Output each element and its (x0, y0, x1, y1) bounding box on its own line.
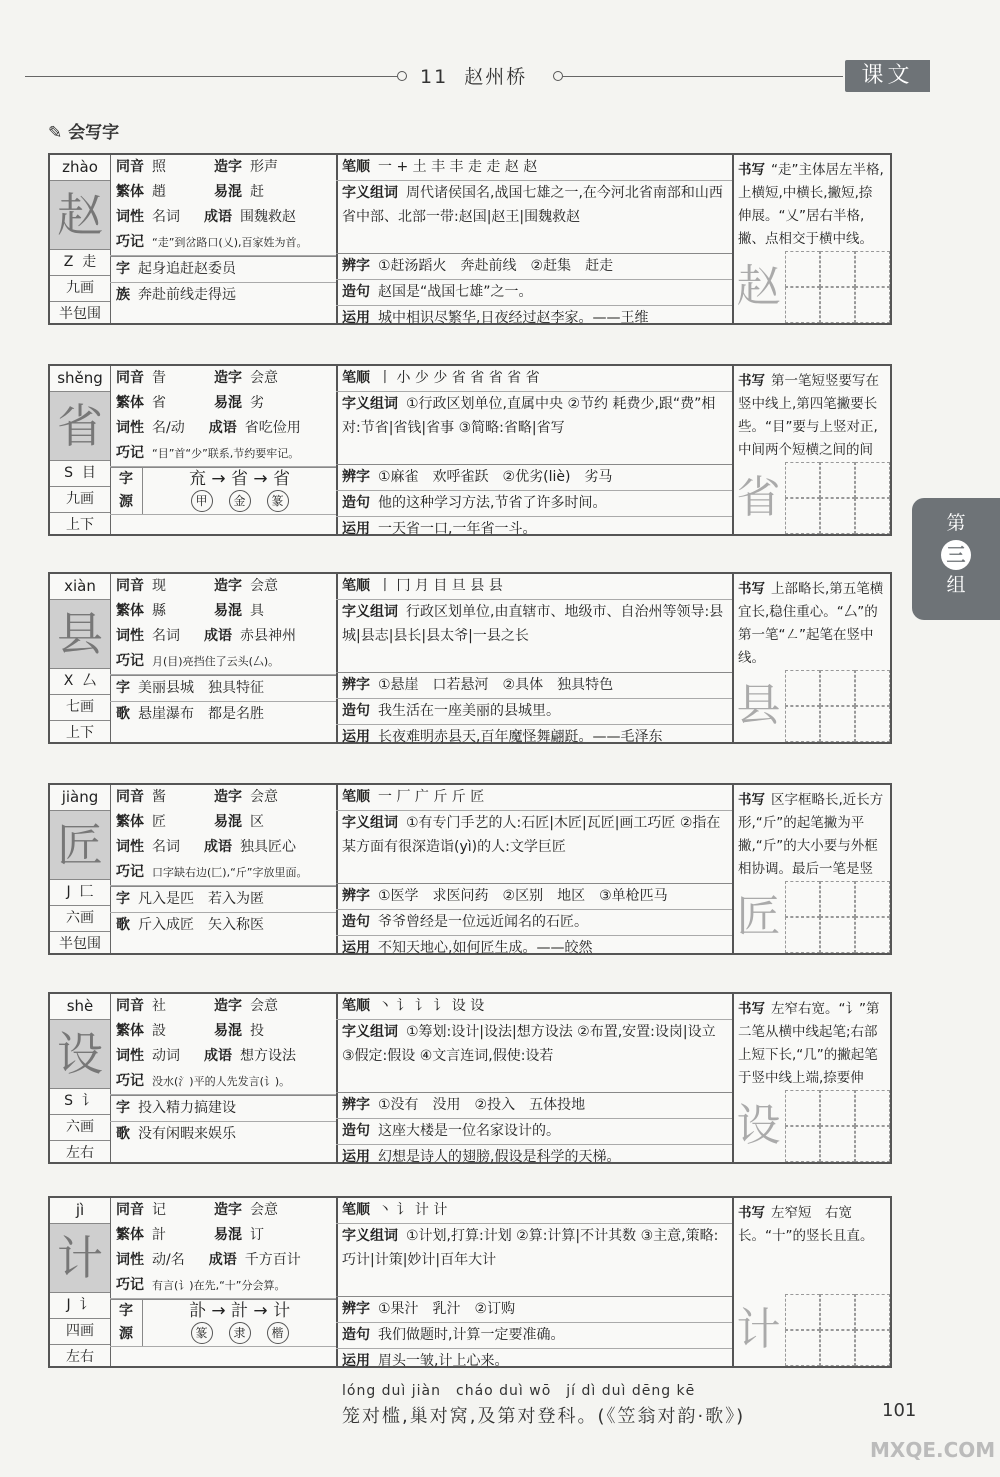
practice-cell[interactable] (820, 1330, 855, 1366)
traditional-row: 繁体 計 易混 订 (116, 1227, 264, 1243)
model-character: 设 (50, 1020, 110, 1089)
usage-row: 运用 眉头一皱,计上心来。 (342, 1353, 509, 1369)
verse-row-1: 字 凡入是匹 若入为匿 (110, 886, 336, 913)
char-card-4 (48, 783, 892, 955)
mnemonic-row: 巧记 有言(讠)在先,“十”分会算。 (110, 1273, 336, 1299)
char-card-5 (48, 992, 892, 1164)
homophone-row: 同音 记 造字 会意 (116, 1202, 278, 1218)
stroke-count: 六画 (50, 906, 110, 932)
char-usage-column (336, 155, 734, 326)
stroke-order-row: 笔顺 一 厂 广 斤 斤 匠 (336, 785, 732, 811)
evolution-glyph: 㐬 (188, 469, 206, 489)
pinyin: jì (50, 1198, 110, 1224)
initial-radical: S 目 (50, 461, 110, 487)
practice-cell[interactable] (785, 881, 820, 917)
stroke-order-row: 笔顺 丶 讠 讠 讠 设 设 (336, 994, 732, 1020)
section-title: ✎ 会写字 (48, 123, 120, 143)
trace-character: 县 (736, 680, 781, 731)
lesson-header (25, 62, 865, 88)
char-usage-column (336, 1198, 734, 1369)
pinyin: shěng (50, 366, 110, 392)
practice-cell[interactable] (785, 251, 820, 287)
verse-row-2: 族 奔赴前线走得远 (116, 287, 236, 303)
model-character: 县 (50, 600, 110, 669)
practice-cell[interactable] (820, 706, 855, 742)
meaning-row: 字义组词 ①有专门手艺的人:石匠|木匠|瓦匠|画工巧匠 ②指在某方面有很深造诣(yì)的人:文学巨匠 (336, 811, 732, 884)
script-seal: 篆 (267, 490, 289, 512)
homophone-row: 同音 酱 造字 会意 (116, 789, 278, 805)
practice-cell[interactable] (820, 1126, 855, 1162)
writing-tip: 书写 上部略长,第五笔横宜长,稳住重心。“厶”的第一笔“㇜”起笔在竖中线。 (738, 581, 884, 666)
model-character: 省 (50, 392, 110, 461)
char-left-column (50, 574, 111, 742)
mnemonic-row: 巧记 “走”到岔路口(乂),百家姓为首。 (110, 230, 336, 256)
writing-tip: 书写 区字框略长,近长方形,“斤”的起笔撇为平撇,“斤”的大小要与外框相协调。最后一笔是竖 (738, 792, 884, 877)
char-usage-column (336, 785, 734, 956)
mnemonic-row: 巧记 口字缺右边(匚),“斤”字放里面。 (110, 860, 336, 886)
trace-character: 计 (736, 1304, 781, 1355)
practice-cell[interactable] (820, 917, 855, 953)
model-character: 赵 (50, 181, 110, 250)
char-card-3 (48, 572, 892, 744)
writing-tip: 书写 第一笔短竖要写在竖中线上,第四笔撇要长些。“目”要与上竖对正,中间两个短横之间的间 (738, 373, 879, 458)
script-seal: 楷 (267, 1322, 289, 1344)
practice-cell[interactable] (785, 670, 820, 706)
meaning-row: 字义组词 行政区划单位,由直辖市、地级市、自治州等领导:县城|县志|县长|县太爷|一县之长 (336, 600, 732, 673)
practice-cell[interactable] (820, 670, 855, 706)
section-badge: 课文 (845, 60, 930, 92)
practice-grid (732, 462, 890, 534)
stroke-order-row: 笔顺 丨 冂 月 目 旦 县 县 (336, 574, 732, 600)
traditional-row: 繁体 匠 易混 区 (116, 814, 264, 830)
verse-row-2: 歌 悬崖瀑布 都是名胜 (116, 706, 264, 722)
evolution-glyph: → (253, 469, 268, 489)
distinguish-row: 辨字 ①医学 求医问药 ②区别 地区 ③单枪匹马 (336, 884, 732, 910)
verse-row-1: 字 投入精力搞建设 (110, 1095, 336, 1122)
writing-tip: 书写 左窄右宽。“讠”第二笔从横中线起笔;右部上短下长,“几”的撇起笔于竖中线上端,捺要伸 (738, 1001, 880, 1086)
practice-cell[interactable] (785, 1330, 820, 1366)
char-usage-column (336, 574, 734, 745)
stroke-order-row: 笔顺 一 + 土 丰 丰 走 走 赵 赵 (336, 155, 732, 181)
footer-verse: 笼对槛,巢对窝,及第对登科。(《笠翁对韵·歌》) (342, 1406, 746, 1427)
pinyin: shè (50, 994, 110, 1020)
sentence-row: 造句 我生活在一座美丽的县城里。 (336, 699, 732, 725)
verse-row-1: 字 美丽县城 独具特征 (110, 675, 336, 702)
mnemonic-row: 巧记 “目”首“少”联系,节约要牢记。 (110, 441, 336, 467)
trace-character: 省 (736, 472, 781, 523)
practice-cell[interactable] (785, 287, 820, 323)
char-left-column (50, 366, 111, 534)
writing-column (732, 994, 890, 1162)
distinguish-row: 辨字 ①悬崖 口若悬河 ②具体 独具特色 (336, 673, 732, 699)
structure: 半包围 (59, 306, 101, 322)
initial-radical: S 讠 (50, 1089, 110, 1115)
writing-tip: 书写 左窄短 右宽长。“十”的竖长且直。 (738, 1205, 874, 1244)
verse-row-2: 歌 没有闲暇来娱乐 (116, 1126, 236, 1142)
char-info-column (110, 574, 338, 742)
pinyin: xiàn (50, 574, 110, 600)
distinguish-row: 辨字 ①没有 没用 ②投入 五体投地 (336, 1093, 732, 1119)
char-info-column (110, 785, 338, 953)
practice-cell[interactable] (820, 498, 855, 534)
usage-row: 运用 城中相识尽繁华,日夜经过赵李家。——王维 (342, 310, 649, 326)
usage-row: 运用 一天省一口,一年省一斗。 (342, 521, 537, 537)
trace-character: 匠 (736, 891, 781, 942)
trace-character: 赵 (736, 261, 781, 312)
practice-grid (732, 670, 890, 742)
practice-grid (732, 881, 890, 953)
writing-tip: 书写 “走”主体居左半格,上横短,中横长,撇短,捺伸展。“乂”居右半格,撇、点相交于横中线。 (738, 162, 884, 247)
char-left-column (50, 155, 111, 323)
char-info-column (110, 155, 338, 323)
homophone-row: 同音 眚 造字 会意 (116, 370, 278, 386)
pos-row: 词性 动词 成语 想方设法 (116, 1048, 296, 1064)
homophone-row: 同音 照 造字 形声 (116, 159, 278, 175)
char-usage-column (336, 994, 734, 1165)
header-rule-left (25, 76, 397, 77)
practice-grid (732, 251, 890, 323)
evolution-glyph: 訃 (188, 1301, 206, 1321)
evolution-glyph: → (211, 1301, 226, 1321)
watermark: MXQE.COM (870, 1438, 996, 1462)
script-seal: 篆 (191, 1322, 213, 1344)
writing-column (732, 1198, 890, 1366)
script-seal: 甲 (191, 490, 213, 512)
footer-pinyin: lóng duì jiàn cháo duì wō jí dì duì dēng kē (342, 1383, 696, 1399)
practice-cell[interactable] (820, 881, 855, 917)
distinguish-row: 辨字 ①麻雀 欢呼雀跃 ②优劣(liè) 劣马 (336, 465, 732, 491)
pos-row: 词性 动/名 成语 千方百计 (116, 1252, 301, 1268)
evolution-glyph: 省 (231, 469, 248, 489)
sentence-row: 造句 爷爷曾经是一位远近闻名的石匠。 (336, 910, 732, 936)
practice-cell[interactable] (855, 917, 890, 953)
char-left-column (50, 1198, 111, 1366)
script-seal: 金 (229, 490, 251, 512)
script-seal: 隶 (229, 1322, 251, 1344)
pos-row: 词性 名/动 成语 省吃俭用 (116, 420, 301, 436)
practice-cell[interactable] (785, 1090, 820, 1126)
evolution-row: 字 源 訃 → 計 → 计 篆 隶 楷 (110, 1299, 336, 1347)
homophone-row: 同音 社 造字 会意 (116, 998, 278, 1014)
practice-grid (732, 1090, 890, 1162)
char-left-column (50, 994, 111, 1162)
practice-cell[interactable] (855, 498, 890, 534)
initial-radical: J 匚 (50, 880, 110, 906)
usage-row: 运用 不知天地心,如何匠生成。——皎然 (342, 940, 593, 956)
practice-cell[interactable] (855, 1330, 890, 1366)
structure: 左右 (66, 1145, 94, 1161)
writing-column (732, 785, 890, 953)
stroke-count: 七画 (50, 695, 110, 721)
model-character: 匠 (50, 811, 110, 880)
char-usage-column (336, 366, 734, 537)
writing-column (732, 155, 890, 323)
char-card-6 (48, 1196, 892, 1368)
practice-cell[interactable] (820, 1294, 855, 1330)
pos-row: 词性 名词 成语 独具匠心 (116, 839, 296, 855)
stroke-count: 四画 (50, 1319, 110, 1345)
writing-column (732, 366, 890, 534)
header-rule-right (563, 76, 843, 77)
evolution-row: 字 源 㐬 → 省 → 省 甲 金 篆 (110, 467, 336, 515)
distinguish-row: 辨字 ①赶汤蹈火 奔赴前线 ②赶集 赶走 (336, 254, 732, 280)
meaning-row: 字义组词 ①筹划:设计|设法|想方设法 ②布置,安置:设岗|设立 ③假定:假设 ④文言连词,假使:设若 (336, 1020, 732, 1093)
header-dot-right (553, 71, 563, 81)
practice-cell[interactable] (855, 670, 890, 706)
model-character: 计 (50, 1224, 110, 1293)
sentence-row: 造句 赵国是“战国七雄”之一。 (336, 280, 732, 306)
verse-row-1: 字 起身追赶赵委员 (110, 256, 336, 283)
unit-side-tab: 第 三 组 (912, 498, 1000, 620)
traditional-row: 繁体 縣 易混 具 (116, 603, 264, 619)
mnemonic-row: 巧记 没水(氵)平的人先发言(讠)。 (110, 1069, 336, 1095)
practice-cell[interactable] (820, 251, 855, 287)
practice-grid (732, 1294, 890, 1366)
traditional-row: 繁体 設 易混 投 (116, 1023, 264, 1039)
stroke-order-row: 笔顺 丨 小 少 少 省 省 省 省 省 (336, 366, 732, 392)
char-card-1 (48, 153, 892, 325)
structure: 上下 (66, 725, 94, 741)
trace-character: 设 (736, 1100, 781, 1151)
stroke-count: 九画 (50, 487, 110, 513)
mnemonic-row: 巧记 月(目)亮挡住了云头(厶)。 (110, 649, 336, 675)
meaning-row: 字义组词 周代诸侯国名,战国七雄之一,在今河北省南部和山西省中部、北部一带:赵国|赵王|围魏救赵 (336, 181, 732, 254)
stroke-count: 六画 (50, 1115, 110, 1141)
traditional-row: 繁体 省 易混 劣 (116, 395, 264, 411)
initial-radical: Z 走 (50, 250, 110, 276)
homophone-row: 同音 现 造字 会意 (116, 578, 278, 594)
practice-cell[interactable] (785, 1126, 820, 1162)
usage-row: 运用 长夜难明赤县天,百年魔怪舞翩跹。——毛泽东 (342, 729, 663, 745)
header-dot-left (397, 71, 407, 81)
practice-cell[interactable] (785, 498, 820, 534)
initial-radical: X 厶 (50, 669, 110, 695)
sentence-row: 造句 这座大楼是一位名家设计的。 (336, 1119, 732, 1145)
practice-cell[interactable] (820, 287, 855, 323)
char-info-column (110, 366, 338, 534)
char-info-column (110, 994, 338, 1162)
practice-cell[interactable] (855, 881, 890, 917)
sentence-row: 造句 我们做题时,计算一定要准确。 (336, 1323, 732, 1349)
pinyin: zhào (50, 155, 110, 181)
evolution-glyph: 計 (231, 1301, 248, 1321)
stroke-order-row: 笔顺 丶 讠 计 计 (336, 1198, 732, 1224)
char-card-2 (48, 364, 892, 536)
page-number: 101 (882, 1400, 917, 1421)
char-left-column (50, 785, 111, 953)
initial-radical: J 讠 (50, 1293, 110, 1319)
practice-cell[interactable] (855, 251, 890, 287)
structure: 半包围 (59, 936, 101, 952)
structure: 上下 (66, 517, 94, 533)
practice-cell[interactable] (855, 287, 890, 323)
practice-cell[interactable] (785, 706, 820, 742)
meaning-row: 字义组词 ①行政区划单位,直属中央 ②节约 耗费少,跟“费”相对:节省|省钱|省事 ③简略:省略|省写 (336, 392, 732, 465)
distinguish-row: 辨字 ①果汁 乳汁 ②订购 (336, 1297, 732, 1323)
pos-row: 词性 名词 成语 围魏救赵 (116, 209, 296, 225)
practice-cell[interactable] (855, 1294, 890, 1330)
practice-cell[interactable] (820, 462, 855, 498)
stroke-count: 九画 (50, 276, 110, 302)
pos-row: 词性 名词 成语 赤县神州 (116, 628, 296, 644)
practice-cell[interactable] (855, 706, 890, 742)
practice-cell[interactable] (855, 462, 890, 498)
traditional-row: 繁体 趙 易混 赶 (116, 184, 264, 200)
verse-row-2: 歌 斤入成匠 矢入称医 (116, 917, 264, 933)
writing-column (732, 574, 890, 742)
practice-cell[interactable] (785, 1294, 820, 1330)
practice-cell[interactable] (855, 1090, 890, 1126)
evolution-glyph: 省 (273, 469, 291, 489)
practice-cell[interactable] (785, 917, 820, 953)
pinyin: jiàng (50, 785, 110, 811)
char-info-column (110, 1198, 338, 1366)
structure: 左右 (66, 1349, 94, 1365)
evolution-glyph: → (211, 469, 226, 489)
practice-cell[interactable] (785, 462, 820, 498)
practice-cell[interactable] (855, 1126, 890, 1162)
evolution-glyph: → (253, 1301, 268, 1321)
sentence-row: 造句 他的这种学习方法,节省了许多时间。 (336, 491, 732, 517)
meaning-row: 字义组词 ①计划,打算:计划 ②算:计算|不计其数 ③主意,策略:巧计|计策|妙计|百年大计 (336, 1224, 732, 1297)
evolution-glyph: 计 (273, 1301, 291, 1321)
practice-cell[interactable] (820, 1090, 855, 1126)
usage-row: 运用 幻想是诗人的翅膀,假设是科学的天梯。 (342, 1149, 621, 1165)
lesson-title: 11 赵州桥 (420, 66, 528, 88)
